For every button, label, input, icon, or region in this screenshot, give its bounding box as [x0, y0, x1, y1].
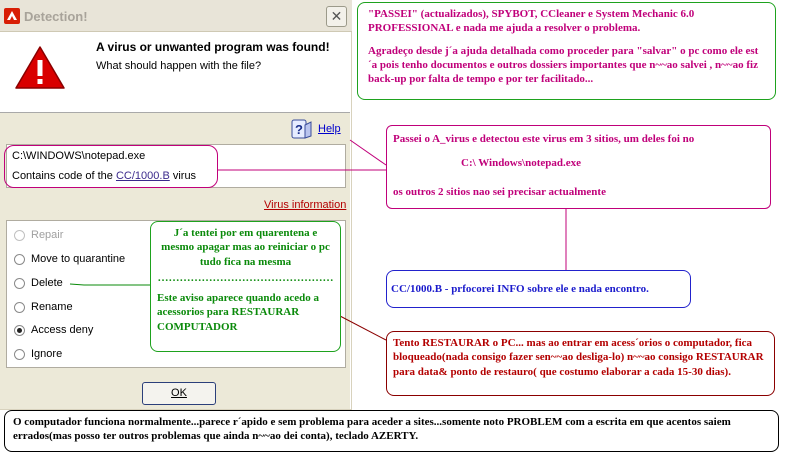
option-label: Rename [31, 301, 73, 313]
file-path: C:\WINDOWS\notepad.exe [12, 150, 146, 162]
help-link[interactable]: Help [318, 123, 341, 135]
note-top-paragraph-1: "PASSEI" (actualizados), SPYBOT, CCleaner e System Mechanic 6.0 PROFESSIONAL e nada me ajuda a resolver o problema. [368, 8, 695, 35]
close-button[interactable]: ✕ [326, 6, 347, 27]
note-top-paragraph-2: Agradeço desde j´a ajuda detalhada como proceder para "salvar" o pc como ele est´a pois tenho documentos e outros dossiers importantes que n~~ao salvei , n~~ao fiz back-up por falta de tempo e por ter facilitado... [368, 44, 759, 86]
connector-line [70, 284, 150, 285]
note-green-line-2: Este aviso aparece quando acedo a acessorios para RESTAURAR COMPUTADOR [157, 292, 320, 333]
dialog-headline: A virus or unwanted program was found! [96, 40, 330, 54]
contains-suffix: virus [169, 170, 197, 182]
connector-line [350, 140, 386, 165]
note-bottom: O computador funciona normalmente...parece r´apido e sem problema para aceder a sites...somente noto PROBLEM com a escrita em que acentos saiem errados(mas posso ter outros problemas que ainda n~~ao dei conta), teclado AZERTY. [4, 410, 779, 452]
dialog-subline: What should happen with the file? [96, 60, 262, 72]
option-label: Access deny [31, 324, 94, 336]
note-quarantine [150, 221, 341, 352]
note-green-line-1: J´a tentei por em quarentena e mesmo apagar mas ao reiniciar o pc tudo fica na mesma [161, 227, 330, 268]
note-top [357, 2, 776, 100]
note-cc1000b: CC/1000.B - prfocorei INFO sobre ele e nada encontro. [386, 270, 691, 308]
virus-name-link[interactable]: CC/1000.B [115, 170, 170, 182]
contains-prefix: Contains code of the [12, 170, 116, 182]
ok-button[interactable]: OK [142, 382, 216, 405]
option-label: Move to quarantine [31, 253, 126, 265]
dialog-title: Detection! [24, 9, 88, 24]
virus-information-link[interactable]: Virus information [264, 199, 347, 211]
note-mid-line-1: Passei o A_virus e detectou este virus em 3 sitios, um deles foi no [393, 133, 695, 145]
note-mid-line-2: C:\ Windows\notepad.exe [461, 157, 582, 170]
note-detection-locations [386, 125, 771, 209]
note-restore: Tento RESTAURAR o PC... mas ao entrar em acess´orios o computador, fica bloqueado(nada consigo fazer sen~~ao desliga-lo) n~~ao consigo RESTAURAR para data& ponto de restauro( que costumo elaborar a cada 15-30 dias). [386, 331, 775, 396]
note-green-separator: ………………………………………… [157, 271, 334, 284]
connector-line [340, 316, 386, 340]
option-label: Repair [31, 229, 64, 241]
svg-text:?: ? [295, 122, 303, 137]
note-mid-line-3: os outros 2 sitios nao sei precisar actualmente [393, 185, 606, 198]
option-label: Delete [31, 277, 63, 289]
file-highlight-outline [4, 145, 218, 188]
option-label: Ignore [31, 348, 63, 360]
